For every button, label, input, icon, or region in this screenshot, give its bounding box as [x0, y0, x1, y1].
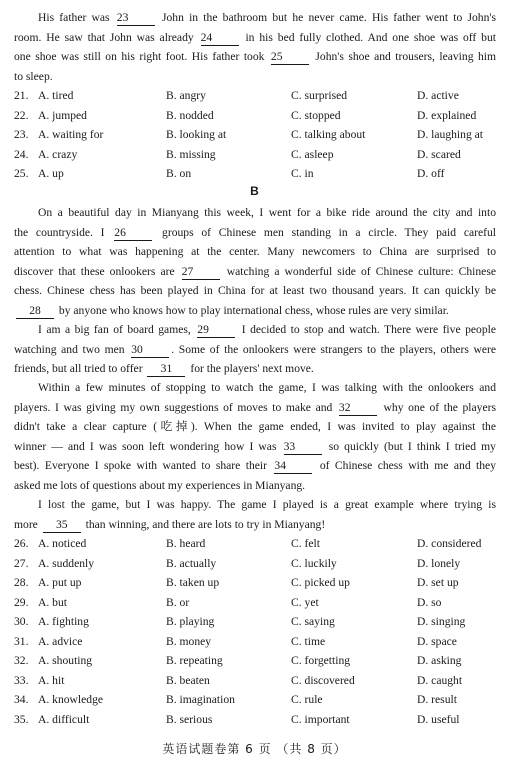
question-row — [14, 651, 496, 671]
option-d: D. active — [417, 89, 459, 102]
option-b: B. taken up — [166, 576, 220, 589]
text-segment: one shoe was still on his right foot. His father took — [14, 50, 269, 63]
text-line — [14, 320, 496, 340]
blank-number: 23 — [117, 11, 155, 26]
question-row — [14, 710, 496, 730]
question-row — [14, 690, 496, 710]
text-line — [14, 28, 496, 48]
question-number: 34. — [14, 693, 29, 706]
text-line — [14, 359, 496, 379]
option-a: A. advice — [38, 634, 83, 648]
blank-number: 25 — [271, 50, 309, 65]
option-d: D. useful — [417, 712, 460, 726]
option-d: D. explained — [417, 108, 477, 122]
text-line — [14, 47, 496, 67]
blank-number: 30 — [131, 343, 169, 358]
passage-b-paragraph-2 — [14, 320, 496, 379]
text-segment: His father was — [38, 11, 115, 24]
text-segment: winner — and I was soon left wondering how I was — [14, 439, 282, 453]
question-number: 23. — [14, 128, 29, 141]
option-c: C. felt — [291, 537, 320, 550]
question-number: 21. — [14, 89, 29, 102]
text-segment: Within a few minutes of stopping to watch the game, I was talking with the onlookers and — [38, 381, 496, 394]
passage-b-paragraph-4 — [14, 495, 496, 534]
option-c: C. in — [291, 167, 314, 180]
text-line — [14, 281, 496, 301]
page-footer: 英语试题卷第 6 页 （共 8 页） — [162, 742, 347, 756]
text-segment: groups of Chinese men standing in a circle. They paid careful — [154, 225, 496, 239]
passage-b-paragraph-1 — [14, 203, 496, 320]
blank-number: 32 — [339, 401, 377, 416]
text-segment: John in the bathroom but he never came. His father went to John's — [156, 11, 496, 24]
text-segment: why one of the players — [378, 400, 496, 414]
option-a: A. shouting — [38, 654, 93, 667]
question-number: 32. — [14, 654, 29, 667]
text-segment: than winning, and there are lots to try in Mianyang! — [82, 517, 326, 531]
question-row — [14, 671, 496, 691]
option-d: D. considered — [417, 537, 482, 550]
option-b: B. or — [166, 595, 190, 609]
text-line — [14, 203, 496, 223]
question-row — [14, 632, 496, 652]
option-c: C. picked up — [291, 576, 350, 589]
text-line — [14, 262, 496, 282]
question-number: 30. — [14, 615, 29, 628]
question-row — [14, 593, 496, 613]
text-segment: best). Everyone I spoke with wanted to share their — [14, 459, 273, 472]
text-segment: . Some of the onlookers were strangers to the players, others were — [171, 342, 497, 356]
text-segment: On a beautiful day in Mianyang this week, I went for a bike ride around the city and into — [38, 206, 496, 219]
question-row — [14, 612, 496, 632]
option-b: B. playing — [166, 615, 215, 628]
text-segment: to sleep. — [14, 69, 53, 83]
option-a: A. but — [38, 595, 67, 609]
question-number: 27. — [14, 556, 29, 570]
option-c: C. forgetting — [291, 654, 351, 667]
text-segment: John's shoe and trousers, leaving him — [310, 50, 496, 63]
option-b: B. actually — [166, 556, 217, 570]
option-b: B. heard — [166, 537, 206, 550]
option-a: A. jumped — [38, 108, 87, 122]
text-segment: of Chinese chess with me and they — [314, 459, 496, 472]
blank-number: 33 — [284, 440, 322, 455]
text-segment: the countryside. I — [14, 225, 113, 239]
option-c: C. rule — [291, 693, 323, 706]
text-segment: for the players' next move. — [187, 362, 314, 375]
text-segment: friends, but all tried to offer — [14, 362, 146, 375]
text-segment: I lost the game, but I was happy. The game I played is a great example where trying is — [38, 498, 496, 511]
text-line — [14, 495, 496, 515]
text-line — [14, 340, 496, 360]
option-c: C. talking about — [291, 128, 366, 141]
option-d: D. scared — [417, 147, 461, 161]
text-line — [14, 476, 496, 496]
question-row — [14, 534, 496, 554]
text-segment: attention to what was happening at the center. Many newcomers to China are surprised to — [14, 245, 496, 258]
text-segment: asked me lots of questions about my experiences in Mianyang. — [14, 478, 306, 492]
blank-number: 31 — [147, 362, 185, 377]
text-segment: didn't take a clear capture (吃掉). When the game ended, I was invited to play against the — [14, 420, 496, 433]
blank-number: 27 — [182, 265, 220, 280]
option-d: D. asking — [417, 654, 462, 667]
question-number: 28. — [14, 576, 29, 589]
option-d: D. result — [417, 693, 457, 706]
text-segment: so quickly (but I think I tried my — [323, 439, 496, 453]
question-number: 29. — [14, 595, 29, 609]
text-segment: chess. Chinese chess has been played in China for at least two thousand years. It can quickly be — [14, 284, 496, 297]
option-d: D. so — [417, 595, 442, 609]
blank-number: 24 — [201, 31, 239, 46]
passage-a-tail — [14, 8, 496, 86]
text-segment: I am a big fan of board games, — [38, 323, 196, 336]
option-c: C. discovered — [291, 673, 355, 687]
option-d: D. space — [417, 634, 457, 648]
option-d: D. singing — [417, 615, 466, 628]
option-c: C. time — [291, 634, 326, 648]
text-segment: I decided to stop and watch. There were five people — [237, 323, 496, 336]
question-number: 33. — [14, 673, 29, 687]
text-segment: room. He saw that John was already — [14, 30, 199, 44]
option-b: B. repeating — [166, 654, 223, 667]
question-row — [14, 554, 496, 574]
question-row — [14, 164, 496, 184]
blank-number: 29 — [197, 323, 235, 338]
question-row — [14, 86, 496, 106]
questions-21-25 — [14, 86, 496, 184]
option-c: C. yet — [291, 595, 319, 609]
option-b: B. on — [166, 167, 192, 180]
option-a: A. hit — [38, 673, 65, 687]
question-row — [14, 145, 496, 165]
question-number: 35. — [14, 712, 29, 726]
option-a: A. up — [38, 167, 64, 180]
question-row — [14, 125, 496, 145]
option-b: B. missing — [166, 147, 216, 161]
option-d: D. set up — [417, 576, 459, 589]
text-line — [14, 242, 496, 262]
option-b: B. imagination — [166, 693, 235, 706]
option-a: A. knowledge — [38, 693, 104, 706]
text-line — [14, 8, 496, 28]
text-line — [14, 417, 496, 437]
option-b: B. angry — [166, 89, 206, 102]
option-b: B. money — [166, 634, 212, 648]
option-c: C. important — [291, 712, 350, 726]
text-line — [14, 67, 496, 87]
option-a: A. suddenly — [38, 556, 95, 570]
option-b: B. looking at — [166, 128, 227, 141]
text-line — [14, 437, 496, 457]
question-number: 31. — [14, 634, 29, 648]
question-number: 25. — [14, 167, 29, 180]
option-b: B. nodded — [166, 108, 214, 122]
text-line — [14, 515, 496, 535]
questions-26-35 — [14, 534, 496, 729]
option-a: A. difficult — [38, 712, 90, 726]
text-line — [14, 223, 496, 243]
text-segment: by anyone who knows how to play international chess, whose rules are very similar. — [56, 303, 449, 317]
option-d: D. lonely — [417, 556, 461, 570]
option-b: B. beaten — [166, 673, 210, 687]
question-row — [14, 106, 496, 126]
option-a: A. waiting for — [38, 128, 104, 141]
option-c: C. luckily — [291, 556, 337, 570]
passage-b-paragraph-3 — [14, 378, 496, 495]
question-number: 26. — [14, 537, 29, 550]
option-a: A. noticed — [38, 537, 87, 550]
blank-number: 28 — [16, 304, 54, 319]
option-a: A. put up — [38, 576, 82, 589]
option-d: D. caught — [417, 673, 463, 687]
option-c: C. asleep — [291, 147, 334, 161]
text-line — [14, 301, 496, 321]
option-a: A. crazy — [38, 147, 78, 161]
text-segment: watching and two men — [14, 342, 130, 356]
text-line — [14, 398, 496, 418]
text-line — [14, 378, 496, 398]
text-segment: discover that these onlookers are — [14, 264, 180, 278]
text-segment: more — [14, 517, 41, 531]
option-c: C. saying — [291, 615, 335, 628]
text-segment: players. I was giving my own suggestions of moves to make and — [14, 400, 337, 414]
text-segment: watching a wonderful side of Chinese culture: Chinese — [221, 264, 496, 278]
blank-number: 34 — [274, 459, 312, 474]
section-b-heading: B — [250, 184, 259, 198]
blank-number: 26 — [114, 226, 152, 241]
option-c: C. stopped — [291, 108, 341, 122]
question-number: 22. — [14, 108, 29, 122]
option-d: D. off — [417, 167, 445, 180]
question-number: 24. — [14, 147, 29, 161]
option-b: B. serious — [166, 712, 213, 726]
text-segment: in his bed fully clothed. And one shoe was off but — [240, 30, 496, 44]
question-row — [14, 573, 496, 593]
text-line — [14, 456, 496, 476]
blank-number: 35 — [43, 518, 81, 533]
option-a: A. tired — [38, 89, 74, 102]
option-d: D. laughing at — [417, 128, 484, 141]
option-a: A. fighting — [38, 615, 89, 628]
option-c: C. surprised — [291, 89, 348, 102]
